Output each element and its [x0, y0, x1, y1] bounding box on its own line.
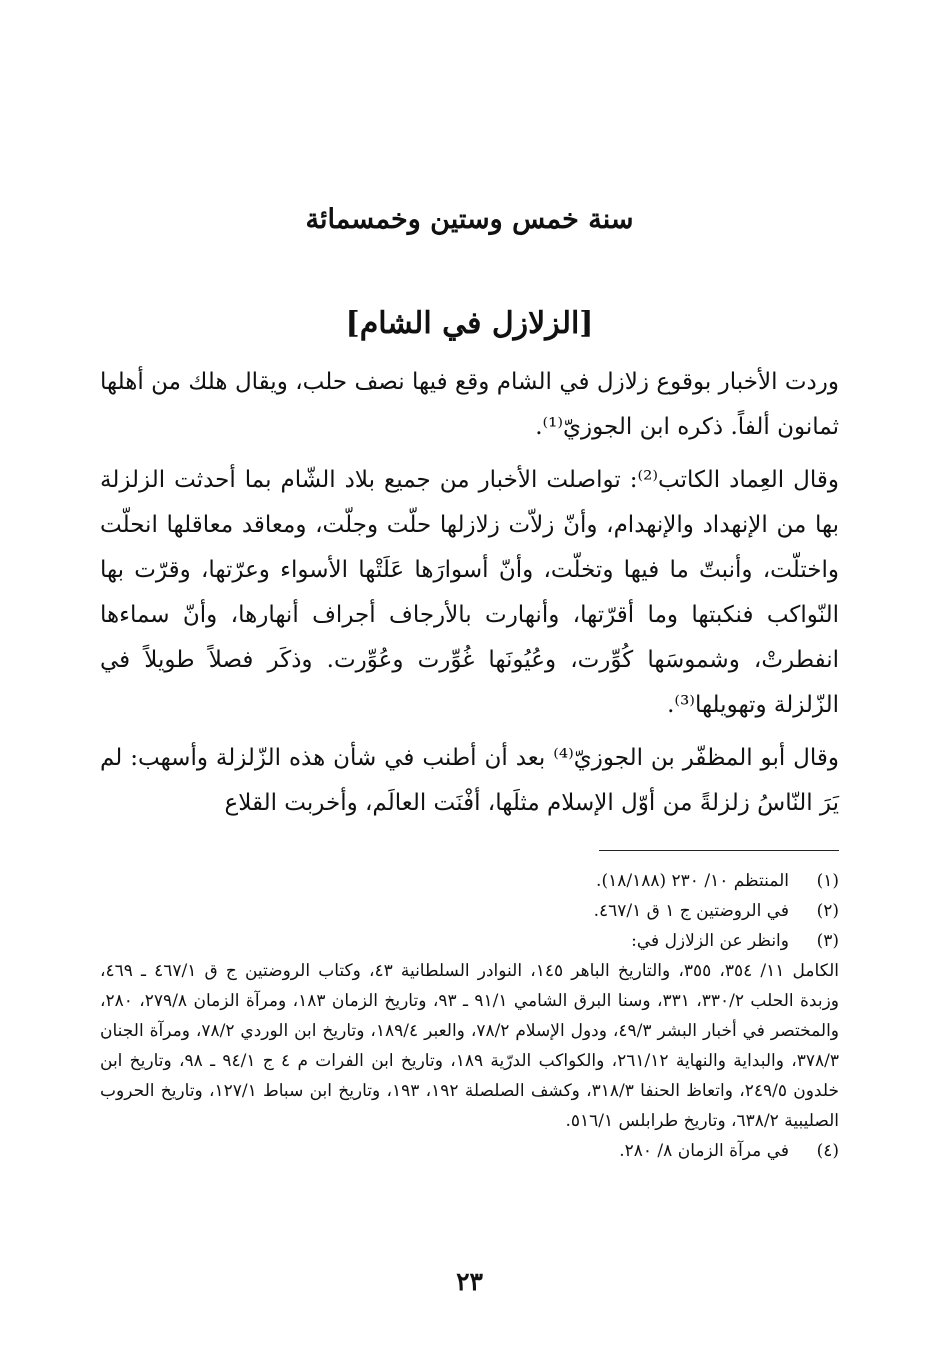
paragraph-2: وقال العِماد الكاتب⁽²⁾: تواصلت الأخبار من جميع بلاد الشّام بما أحدثت الزلزلة بها من الإنهداد والإنهدام، وأنّ زلاّت زلازلها حلّت وجلّت، ومعاقد معاقلها انحلّت واختلّت، وأنبتّ ما فيها وتخلّت، وأنّ أسوارَها عَلَتْها الأسواء وعرّتها، وقرّت بها النّواكب فنكبتها وما أقرّتها، وأنهارت بالأرجاف أجراف أنهارها، وأنّ سماءها انفطرتْ، وشموسَها كُوِّرت، وعُيُونَها غُوِّرت وعُوِّرت. وذكَر فصلاً طويلاً في الزّلزلة وتهويلها⁽³⁾. [100, 467, 839, 718]
footnote-separator [599, 850, 839, 851]
footnote-number: (٣) [816, 931, 839, 951]
footnote-text: المنتظم ١٠/ ٢٣٠ (١٨/١٨٨). [596, 871, 789, 891]
year-heading: سنة خمس وستين وخمسمائة [305, 204, 634, 235]
footnote-number: (٤) [816, 1141, 839, 1161]
main-text [100, 360, 839, 826]
footnote-2 [100, 896, 839, 926]
paragraph-3: وقال أبو المظفّر بن الجوزيّ⁽⁴⁾ بعد أن أطنب في شأن هذه الزّلزلة وأسهب: لم يَرَ النّاسُ زلزلةً من أوّل الإسلام مثلَها، أفْنَت العالَم، وأخربت القلاع [100, 745, 839, 816]
footnotes [100, 866, 839, 1166]
page-number: ٢٣ [456, 1267, 483, 1296]
footnote-3 [100, 926, 839, 956]
footnote-number: (٢) [816, 901, 839, 921]
footnote-text: في مرآة الزمان ٨/ ٢٨٠. [619, 1141, 789, 1161]
paragraph-1: وردت الأخبار بوقوع زلازل في الشام وقع فيها نصف حلب، ويقال هلك من أهلها ثمانون ألفاً. ذكره ابن الجوزيّ⁽¹⁾. [100, 369, 839, 440]
footnote-text: وانظر عن الزلازل في: [631, 931, 789, 951]
footnote-3-sources: الكامل ١١/ ٣٥٤، ٣٥٥، والتاريخ الباهر ١٤٥، النوادر السلطانية ٤٣، وكتاب الروضتين ج ق ٤٦٧/١ ـ ٤٦٩، وزبدة الحلب ٣٣٠/٢، ٣٣١، وسنا البرق الشامي ٩١/١ ـ ٩٣، وتاريخ الزمان ١٨٣، ومرآة الزمان ٢٧٩/٨، ٢٨٠، والمختصر في أخبار البشر ٤٩/٣، ودول الإسلام ٧٨/٢، والعبر ١٨٩/٤، وتاريخ ابن الوردي ٧٨/٢، ومرآة الجنان ٣٧٨/٣، والبداية والنهاية ٢٦١/١٢، والكواكب الدرّية ١٨٩، وتاريخ ابن الفرات م ٤ ج ٩٤/١ ـ ٩٨، وتاريخ ابن خلدون ٢٤٩/٥، واتعاظ الحنفا ٣١٨/٣، وكشف الصلصلة ١٩٢، ١٩٣، وتاريخ ابن سباط ١٢٧/١، وتاريخ الحروب الصليبية ٦٣٨/٢، وتاريخ طرابلس ٥١٦/١. [100, 961, 840, 1131]
footnote-1 [100, 866, 839, 896]
footnote-text: في الروضتين ج ١ ق ٤٦٧/١. [593, 901, 789, 921]
footnote-number: (١) [816, 871, 839, 891]
footnote-4 [100, 1136, 839, 1166]
section-heading: [الزلازل في الشام] [345, 306, 594, 341]
